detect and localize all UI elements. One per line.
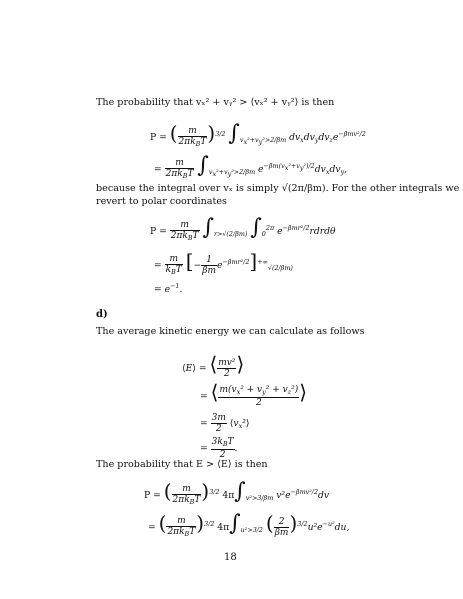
equation-4-line-1: P = ( $\frac{m}{2\pi k_BT}$ )$^{3/2}$ $4\pi\int_{v^2>3/\beta m}$ $v^2e^{-\beta mv^2/2}dv$: [144, 479, 330, 506]
equation-2-line-2: = $\frac{m}{k_BT}$ [− $\frac{1}{\beta m}$ $e^{-\beta mr^2/2}]^{+\infty}_{√(2/\beta m)}$: [154, 249, 293, 276]
paragraph-average-energy: The average kinetic energy we can calculate as follows: [96, 326, 365, 337]
equation-2-line-1: P = $\frac{m}{2\pi k_BT}$ $\int_{r>√(2/\beta m)}$ $\int_0^{2\pi}$ $e^{-\beta mr^2/2}rdrd\theta$: [150, 215, 336, 242]
equation-1-line-2: = $\frac{m}{2\pi k_BT}$ $\int_{vx^2+vy^2>2/\beta m}$ $e^{-\beta m(vx^2+vy^2)/2}dv_xdv_y$,: [154, 153, 348, 180]
equation-4-line-2: = ( $\frac{m}{2\pi k_BT}$ )$^{3/2}$ $4\pi\int_{u^2>3/2}$ ( $\frac{2}{\beta m}$ )$^{3/2}u^2e^{-u^2}du$,: [148, 511, 350, 538]
equation-1-line-1: P = ( $\frac{m}{2\pi k_BT}$ )$^{3/2}$ $\int_{vx^2+vy^2>2/\beta m}$ $dv_xdv_ydv_ze^{-\beta mv^2/2}$: [150, 121, 366, 148]
section-heading-d: d): [96, 309, 108, 320]
equation-3-line-4: = $\frac{3k_BT}{2}$ .: [200, 437, 238, 460]
paragraph-integral-note: because the integral over vₓ is simply √(2π/βm). For the other integrals we: [96, 183, 460, 194]
equation-3-line-3: = $\frac{3m}{2}$ $⟨v_x^2⟩$: [200, 413, 250, 434]
paragraph-polar-coordinates: revert to polar coordinates: [96, 196, 227, 207]
equation-3-line-1: ⟨E⟩ = ⟨ $\frac{\text{mv²}}{2}$ ⟩: [182, 352, 245, 379]
paragraph-probability-energy: The probability that E > ⟨E⟩ is then: [96, 459, 268, 470]
equation-3-line-2: = ⟨ $\frac{m(v_x^2 + v_y^2 + v_z^2)}{2}$ ⟩: [200, 380, 308, 408]
equation-2-line-3: = $e^{-1}$.: [154, 282, 183, 295]
page-number: 18: [224, 552, 237, 563]
paragraph-intro: The probability that vₓ² + vᵧ² > ⟨vₓ² + vᵧ²⟩ is then: [96, 97, 335, 108]
